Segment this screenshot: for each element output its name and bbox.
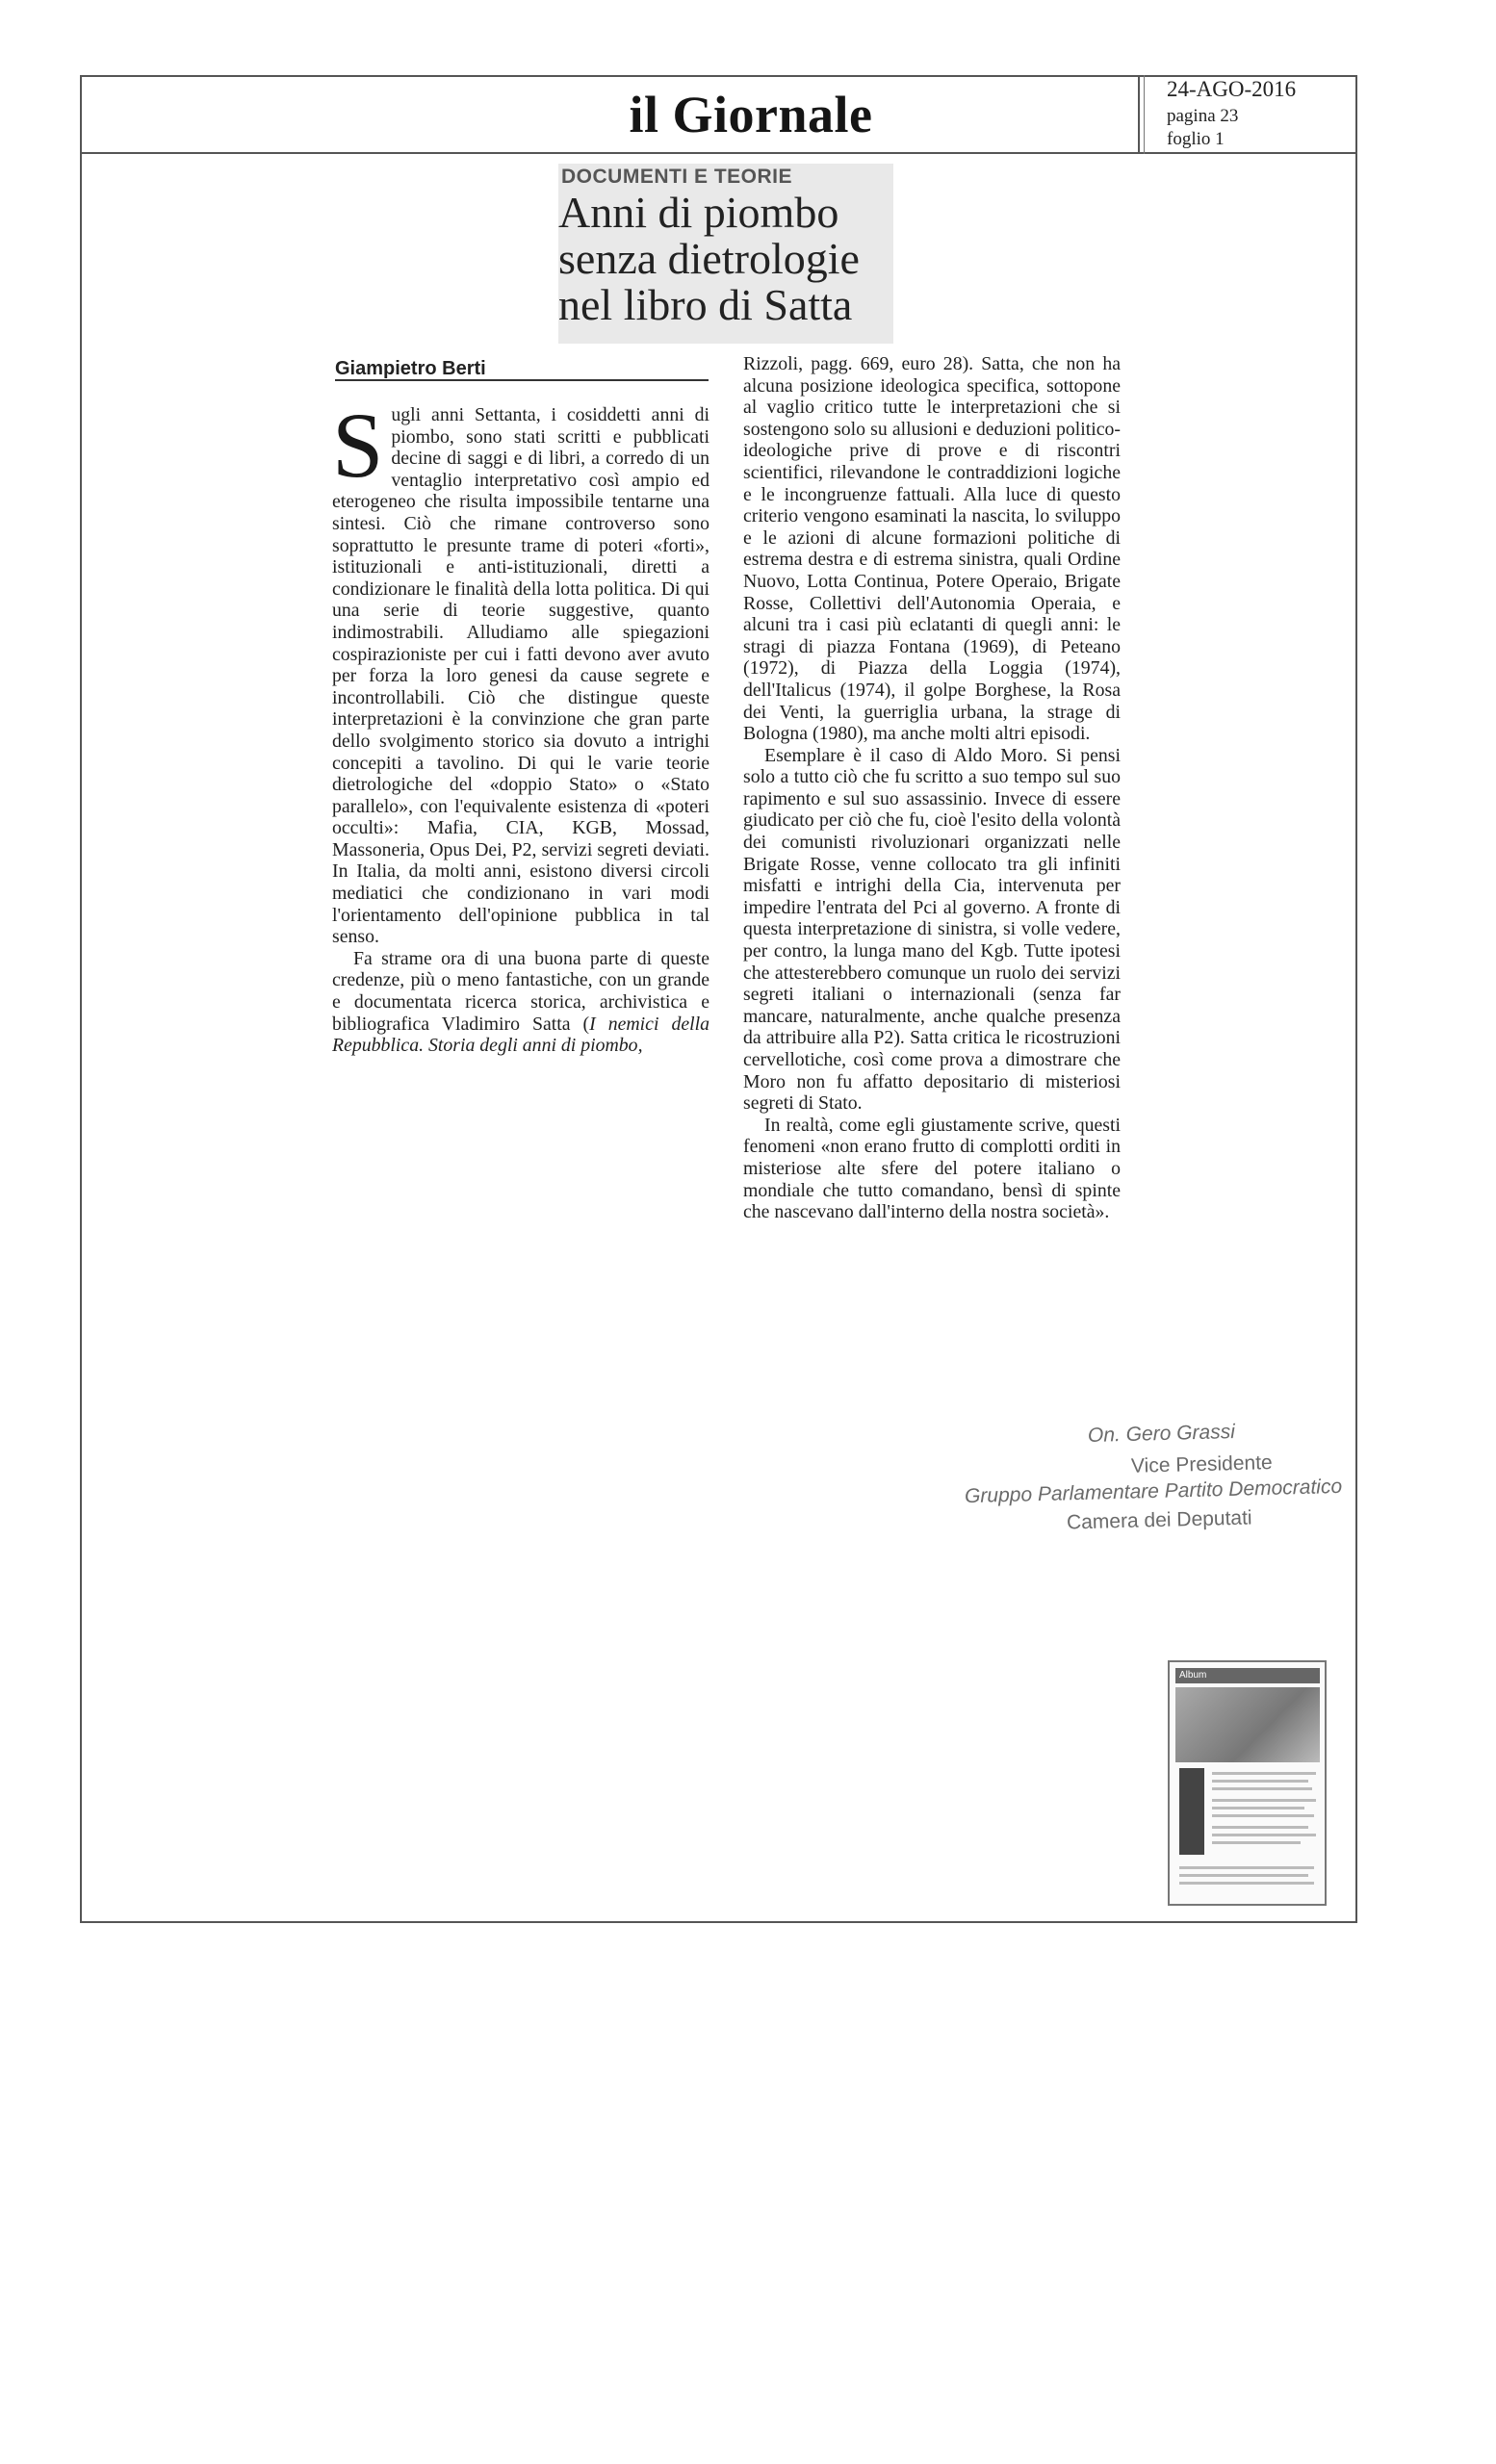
dropcap: S [332, 394, 384, 497]
article-paragraph-1 [332, 394, 709, 948]
meta-box-divider-inner [1144, 75, 1145, 154]
p2-start: Fa strame ora di una buona parte di queste credenze, più o meno fantastiche, con un grande e documentata ricerca storica, archivistica e bibliografica Vladimiro Satta ( [332, 947, 709, 1035]
article-paragraph-2 [332, 948, 709, 1057]
thumbnail-text-line [1212, 1814, 1314, 1817]
thumbnail-masthead: Album [1175, 1668, 1320, 1683]
p2-end: Rizzoli, pagg. 669, euro 28). Satta, che non ha alcuna posizione ideologica specifica, sottopone al vaglio critico tutte le interpretazioni che si sostengono solo su allusioni e deduzioni politico-ideologiche prive di prove e di riscontri scientifici, rilevandone le contraddizioni logiche e le incongruenze fattuali. Alla luce di questo criterio vengono esaminati la nascita, lo sviluppo e le azioni di alcune formazioni politiche di estrema destra e di estrema sinistra, quali Ordine Nuovo, Lotta Continua, Potere Operaio, Brigate Rosse, Collettivi dell'Autonomia Operaia, e alcuni tra i casi più eclatanti di quegli anni: le stragi di piazza Fontana (1969), di Peteano (1972), di Piazza della Loggia (1974), dell'Italicus (1974), il golpe Borghese, la Rosa dei Venti, la guerriglia urbana, la strage di Bologna (1980), ma anche molti altri episodi. [743, 353, 1121, 745]
header-rule [80, 152, 1357, 154]
signature-group: Gruppo Parlamentare Partito Democratico [964, 1475, 1343, 1508]
thumbnail-text-line [1212, 1841, 1301, 1844]
headline-line-2: senza dietrologie [558, 234, 860, 283]
thumbnail-photo [1175, 1687, 1320, 1762]
author-byline: Giampietro Berti [335, 358, 486, 379]
byline-rule [335, 379, 709, 381]
thumbnail-text-line [1212, 1780, 1308, 1783]
clipping-date: 24-AGO-2016 [1167, 77, 1297, 101]
signature-name: On. Gero Grassi [1087, 1421, 1236, 1447]
thumbnail-text-line [1212, 1799, 1316, 1802]
signature-role: Vice Presidente [1130, 1451, 1273, 1477]
page-thumbnail [1168, 1660, 1327, 1906]
thumbnail-image-column [1179, 1768, 1204, 1855]
headline [558, 190, 963, 328]
meta-box-divider [1138, 75, 1140, 154]
clipping-frame [80, 75, 1357, 1923]
thumbnail-text-line [1212, 1787, 1312, 1790]
section-label: DOCUMENTI E TEORIE [561, 166, 793, 188]
article-paragraph-2-cont [743, 353, 1121, 745]
thumbnail-text-line [1212, 1807, 1304, 1810]
thumbnail-text-line [1179, 1874, 1308, 1877]
publication-name: il Giornale [629, 86, 873, 143]
clipping-page: pagina 23 [1167, 106, 1239, 126]
article-paragraph-4: In realtà, come egli giustamente scrive, questi fenomeni «non erano frutto di complotti orditi in misteriose alte sfere del potere italiano o mondiale che tutto comandano, bensì di spinte che nascevano dall'interno della nostra società». [743, 1114, 1121, 1223]
thumbnail-text-line [1179, 1882, 1314, 1885]
book-title: I nemici della Repubblica. Storia degli anni di piombo, [332, 1013, 709, 1057]
thumbnail-text-line [1212, 1834, 1316, 1836]
article-column-left [332, 394, 709, 1057]
signature-house: Camera dei Deputati [1066, 1506, 1252, 1534]
clipping-sheet: foglio 1 [1167, 129, 1225, 149]
article-column-right [743, 353, 1121, 1223]
article-paragraph-3: Esemplare è il caso di Aldo Moro. Si pensi solo a tutto ciò che fu scritto a suo tempo sul suo rapimento e sul suo assassinio. Invece di essere giudicato per ciò che fu, cioè l'esito della volontà dei comunisti rivoluzionari organizzati nelle Brigate Rosse, venne collocato tra gli infiniti misfatti e intrighi della Cia, intervenuta per impedire l'entrata del Pci al governo. A fronte di questa interpretazione di sinistra, si volle vedere, per contro, la lunga mano del Kgb. Tutte ipotesi che attesterebbero comunque un ruolo dei servizi segreti italiani o internazionali (senza far mancare, naturalmente, anche qualche presenza da attribuire alla P2). Satta critica le ricostruzioni cervellotiche, così come prova a dimostrare che Moro non fu affatto depositario di misteriosi segreti di Stato. [743, 744, 1121, 1115]
headline-line-1: Anni di piombo [558, 188, 839, 237]
thumbnail-text-line [1179, 1866, 1314, 1869]
article-lead: ugli anni Settanta, i cosiddetti anni di piombo, sono stati scritti e pubblicati decine di saggi e di libri, a corredo di un ventaglio interpretativo così ampio ed eterogeneo che risulta impossibile tentarne una sintesi. Ciò che rimane controverso sono soprattutto le presunte trame di poteri «forti», istituzionali e anti-istituzionali, diretti a condizionare le finalità della lotta politica. Di qui una serie di teorie suggestive, quanto indimostrabili. Alludiamo alle spiegazioni cospirazioniste per cui i fatti devono aver avuto per forza la loro genesi da cause segrete e incontrollabili. Ciò che distingue queste interpretazioni è la convinzione che gran parte dello svolgimento storico sia dovuto a intrighi concepiti a tavolino. Di qui le varie teorie dietrologiche del «doppio Stato» o «Stato parallelo», con l'equivalente esistenza di «poteri occulti»: Mafia, CIA, KGB, Mossad, Massoneria, Opus Dei, P2, servizi segreti deviati. In Italia, da molti anni, esistono diversi circoli mediatici che condizionano in vari modi l'orientamento dell'opinione pubblica in tal senso. [332, 404, 709, 948]
thumbnail-text-line [1212, 1772, 1316, 1775]
headline-line-3: nel libro di Satta [558, 280, 853, 329]
thumbnail-text-line [1212, 1826, 1308, 1829]
